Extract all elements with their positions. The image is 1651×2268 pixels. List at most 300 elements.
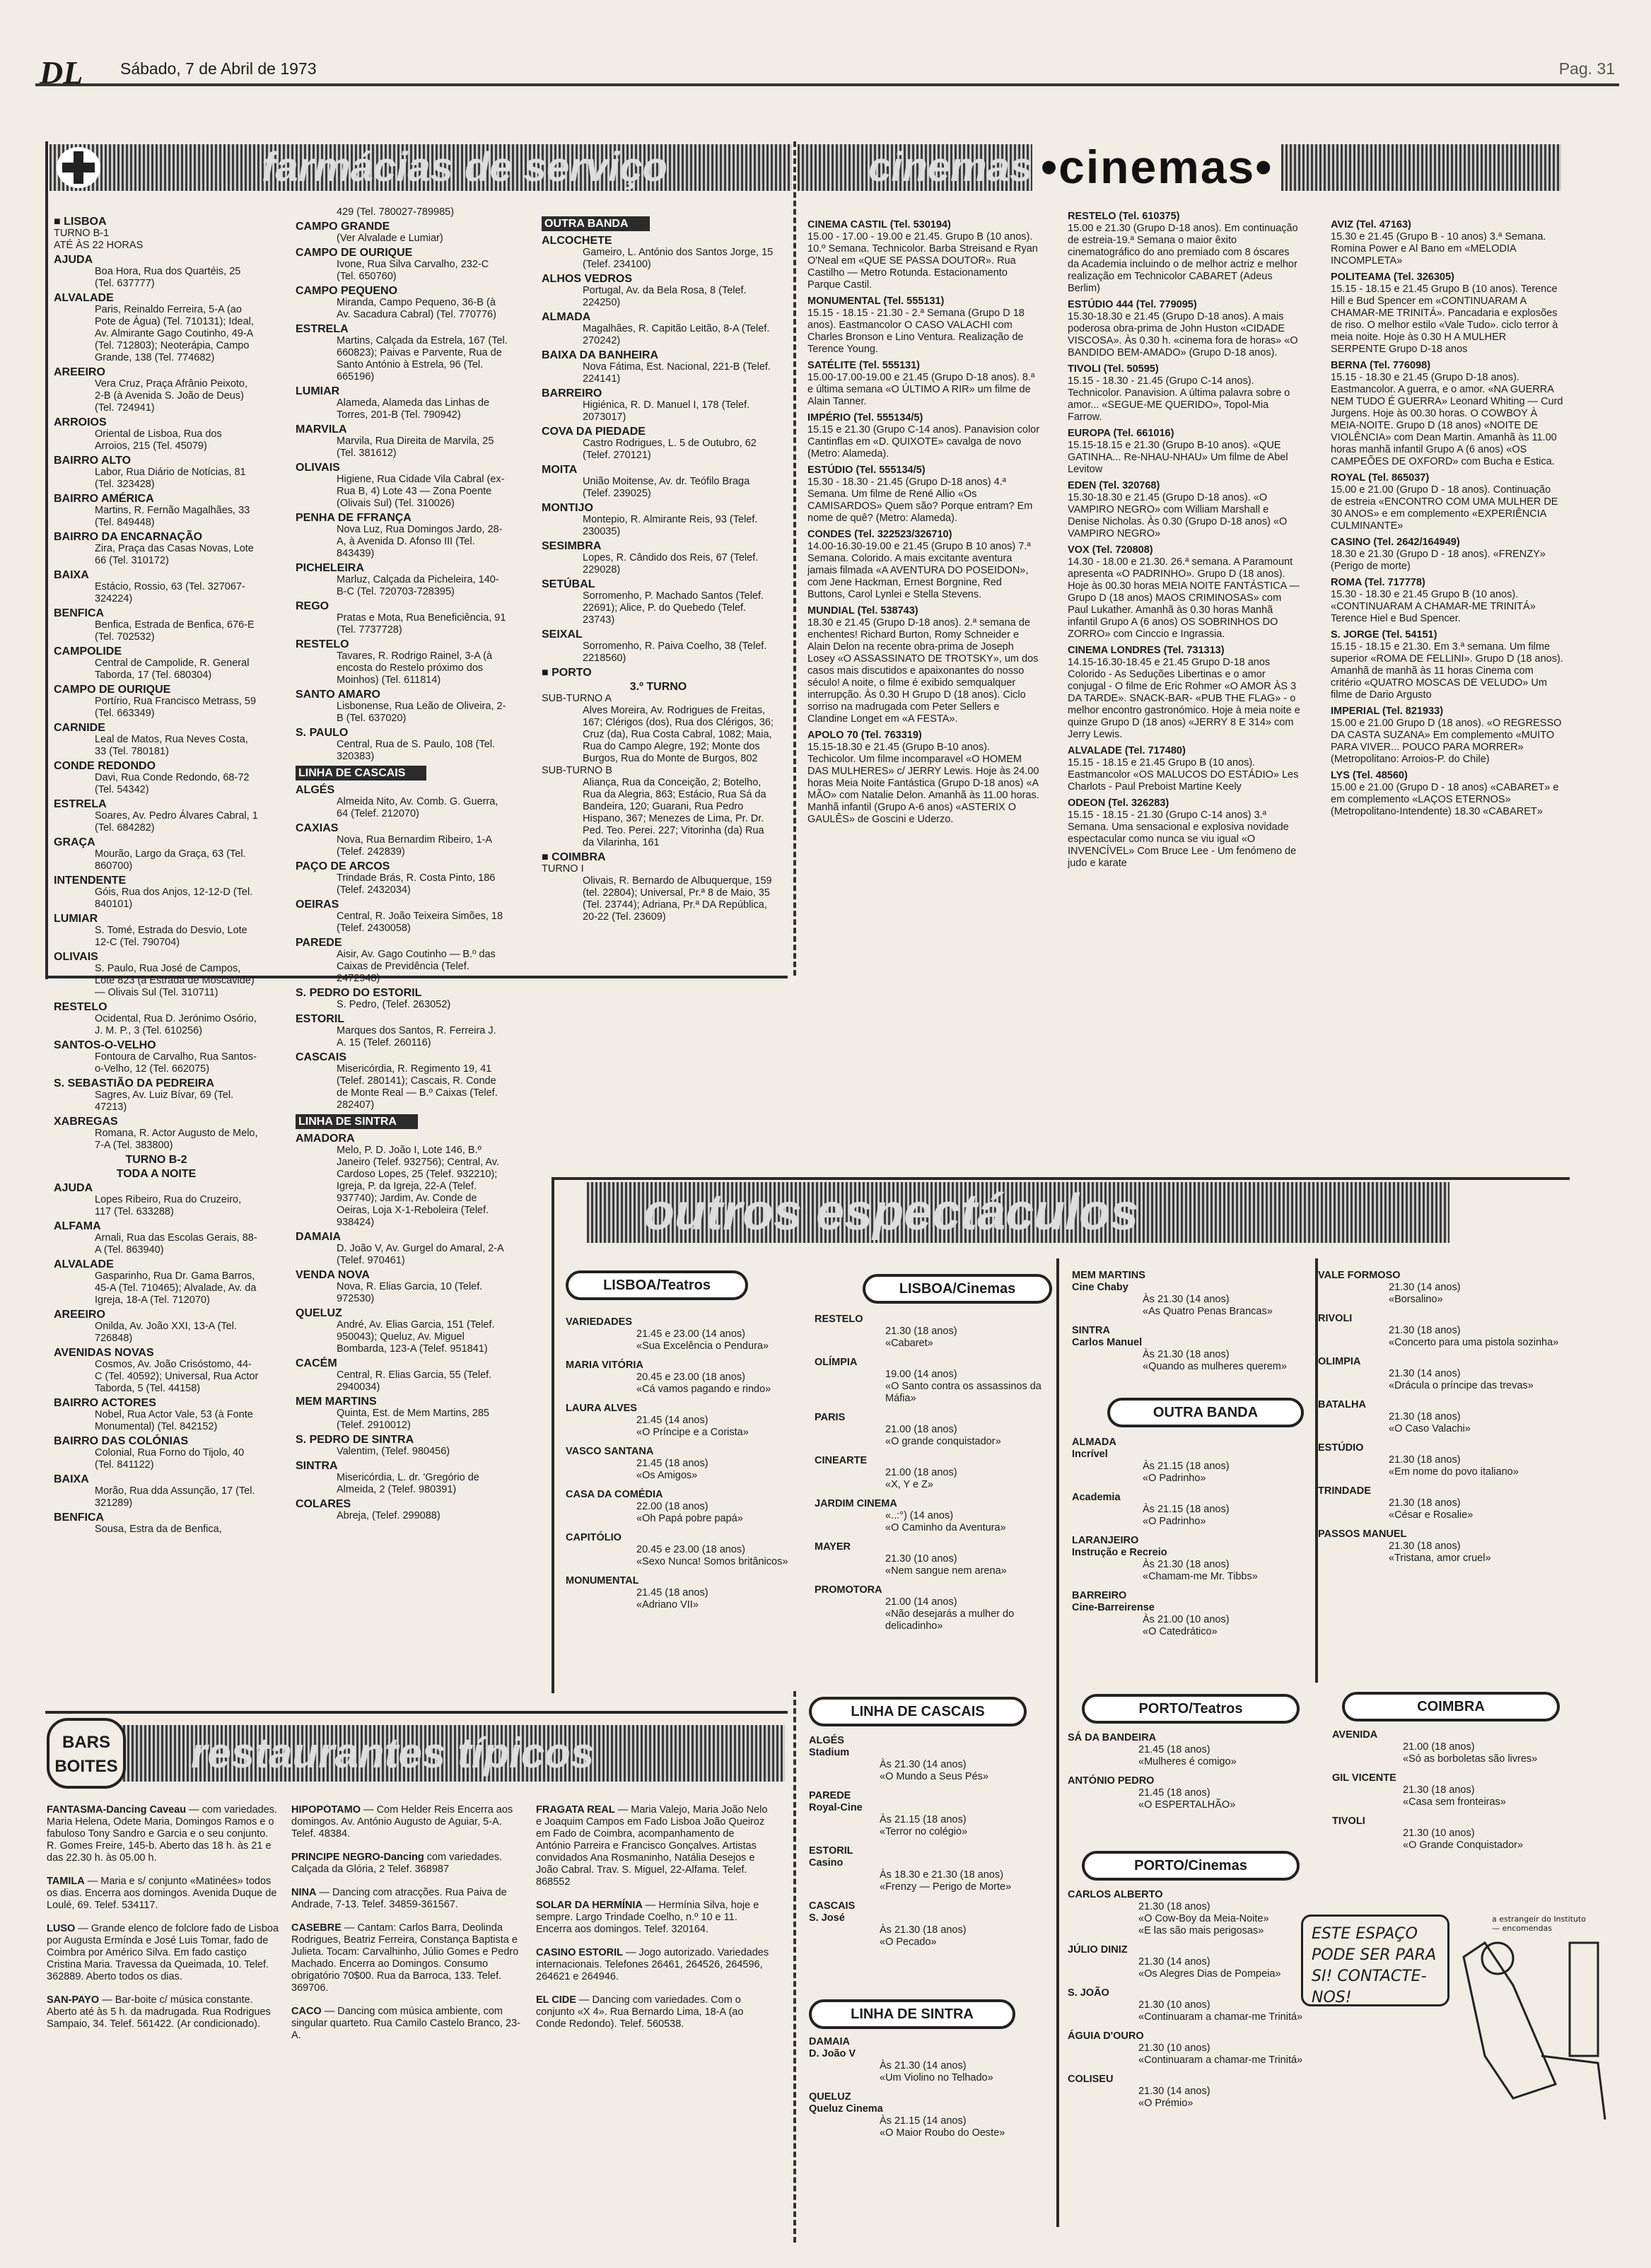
venue-name: JÚLIO DINIZ (1068, 1944, 1128, 1956)
pharmacy-entry: Lopes Ribeiro, Rua do Cruzeiro, 117 (Tel. 633288) (95, 1194, 242, 1217)
venue-detail: Às 21.00 (10 anos) (1143, 1614, 1230, 1625)
venue-listing (566, 1489, 799, 1525)
page-header (35, 54, 1619, 90)
district-heading: ESTORIL (296, 1013, 345, 1025)
venue-name: QUELUZ (809, 2091, 851, 2103)
district-heading: QUELUZ (296, 1307, 342, 1319)
pharmacy-entry: Misericórdia, R. Regimento 19, 41 (Telef. 280141); Cascais, R. Conde de Monte Real — B.º Caixas (Telef. 282407) (337, 1063, 498, 1111)
venue-detail: «Casa sem fronteiras» (1403, 1796, 1506, 1808)
bar-description: — Dancing com atracções. Rua Paiva de Andrade, 7-13. Telef. 34859-361567. (291, 1887, 507, 1910)
district-heading: ALHOS VEDROS (542, 273, 633, 285)
venue-detail: «O Pecado» (880, 1936, 937, 1948)
venue-detail: «As Quatro Penas Brancas» (1143, 1306, 1273, 1317)
venue-name: ESTORIL (809, 1845, 853, 1857)
venue-listing (809, 2091, 1042, 2139)
district-heading: RESTELO (296, 638, 349, 650)
venue-name: PROMOTORA (815, 1584, 882, 1596)
coimbra-header: COIMBRA (1342, 1692, 1560, 1722)
bar-description: — Maria Valejo, Maria João Nelo e Joaquim Campos em Fado Lisboa João Queiroz em Fado de Coimbra, acompanhamento de António Parreira e Francisco Gonçalves. Artistas convidados Ana Rosmaninho, Natália Desejos e João Cabral. Trav. S. Miguel, 22-Alfama. Telef. 868552 (536, 1804, 768, 1888)
bar-listing (536, 1994, 769, 2030)
cinemas-shadow-title: cinemas (868, 144, 1033, 190)
pharmacy-entry: Nova Luz, Rua Domingos Jardo, 28-A, à Avenida D. Afonso III (Tel. 843439) (337, 524, 503, 559)
venue-listing (1318, 1356, 1565, 1392)
venue-detail: «Os Amigos» (636, 1470, 698, 1481)
venue-detail: 21.45 (18 anos) (636, 1458, 708, 1469)
district-heading: SESIMBRA (542, 540, 602, 552)
venue-detail: 21.30 (18 anos) (1389, 1325, 1461, 1336)
divider-2 (793, 1691, 796, 2243)
pharmacy-entry: Nova, R. Elias Garcia, 10 (Telef. 972530) (337, 1281, 483, 1304)
venue-name: OLIMPIA (1318, 1356, 1361, 1367)
bar-name: NINA (291, 1887, 317, 1898)
pharmacies-title: farmácias de serviço (262, 144, 667, 190)
venue-name: TIVOLI (1332, 1816, 1365, 1827)
cinemas-title: •cinemas• (1032, 140, 1281, 194)
pharmacy-entry: Colonial, Rua Forno do Tijolo, 40 (Tel. 841122) (95, 1447, 245, 1471)
venue-name: MONUMENTAL (566, 1575, 639, 1586)
pharmacy-entry: Pratas e Mota, Rua Beneficiência, 91 (Tel. 7737728) (337, 612, 506, 636)
cinema-name: ESTÚDIO (Tel. 555134/5) (807, 464, 926, 476)
venue-detail: «O Padrinho» (1143, 1516, 1206, 1527)
bar-description: — Maria e s/ conjunto «Matinées» todos os dias. Encerra aos domingos. Avenida Duque de Loulé, 69. Telef. 534117. (47, 1876, 277, 1911)
pharmacy-entry: Olivais, R. Bernardo de Albuquerque, 159 (tel. 22804); Universal, Pr.ª 8 de Maio, 35 (Tel. 23744); Adriana, Pr.ª DA República, 20-22 (Tel. 23609) (583, 875, 772, 923)
porto-cinemas-header: PORTO/Cinemas (1082, 1851, 1300, 1881)
venue-listing (1072, 1590, 1319, 1638)
district-heading: AJUDA (54, 254, 93, 266)
venue-detail: 21.30 (18 anos) (885, 1326, 957, 1337)
cinema-showtimes: 18.30 e 21.30 (Grupo D - 18 anos). «FRENZY» (Perigo de morte) (1331, 549, 1546, 572)
district-heading: OEIRAS (296, 899, 339, 911)
district-heading: AREEIRO (54, 1309, 105, 1321)
cinema-showtimes: 15.15 - 18.15 e 21.45 Grupo B (10 anos). Eastmancolor «OS MALUCOS DO ESTÁDIO» Les Charlots - Paul Preboist Martine Keely (1068, 757, 1299, 793)
venue-detail: «O Grande Conquistador» (1403, 1840, 1524, 1851)
bars-column-1 (47, 1804, 280, 2243)
cinema-listing (807, 219, 1041, 291)
cinema-showtimes: 15.00 - 17.00 - 19.00 e 21.45. Grupo B (10 anos). 10.º Semana. Technicolor. Barba Streisand e Ryan O'Neal em «QUE SE PASSA DOUTOR». Rua Castilho — Metro Rotunda. Estacionamento Parque Castil. (807, 231, 1038, 291)
cinema-showtimes: 15.15 - 18.15 - 21.30 - 2.ª Semana (Grupo D 18 anos). Eastmancolor O CASO VALACHI com Charles Bronson e Lino Ventura. Realização de Terence Young. (807, 308, 1025, 355)
venue-detail: «E las são mais perigosas» (1138, 1925, 1264, 1936)
district-heading: VENDA NOVA (296, 1269, 370, 1281)
venue-listing (566, 1446, 799, 1482)
venue-detail: Às 21.15 (18 anos) (880, 1814, 967, 1825)
bar-listing (291, 1804, 525, 1840)
venue-listing (809, 1845, 1042, 1893)
cinema-listing (807, 412, 1041, 460)
venue-name: LAURA ALVES (566, 1403, 637, 1414)
pharmacy-entry: Soares, Av. Pedro Álvares Cabral, 1 (Tel. 684282) (95, 810, 258, 834)
venue-detail: «O Santo contra os assassinos da Máfia» (885, 1381, 1042, 1404)
district-heading: ■ COIMBRA (542, 851, 606, 863)
pharmacy-entry: Benfica, Estrada de Benfica, 676-E (Tel. 702532) (95, 619, 255, 643)
cinema-listing (1331, 472, 1564, 532)
shift-label: TURNO I (542, 863, 584, 875)
district-heading: CAMPO PEQUENO (296, 285, 398, 297)
venue-detail: «César e Rosalie» (1389, 1509, 1474, 1521)
pharmacy-entry: Zira, Praça das Casas Novas, Lote 66 (Tel. 310172) (95, 543, 254, 566)
bar-name: CASINO ESTORIL (536, 1947, 623, 1958)
bar-listing (47, 1923, 280, 1983)
venue-name: RESTELO (815, 1314, 863, 1325)
bar-name: FRAGATA REAL (536, 1804, 615, 1816)
bar-description: — com variedades. Maria Helena, Odete Maria, Domingos Ramos e o fabuloso Tony Sandro e Garcia e o seu conjunto. R. Gomes Freire, 145-b. Aberto das 18 h. às 21 e das 22.30 h. às 05.00 h. (47, 1804, 278, 1864)
pharmacy-entry: Romana, R. Actor Augusto de Melo, 7-A (Tel. 383800) (95, 1128, 258, 1151)
cinema-showtimes: 15.15-18.15 e 21.30 (Grupo B-10 anos). «QUE GATINHA... Re-NHAU-NHAU» Um filme de Abel Levitow (1068, 440, 1288, 475)
divider-3 (1056, 1258, 1059, 2227)
restaurants-title: restaurantes típicos (191, 1729, 595, 1777)
venue-detail: «Terror no colégio» (880, 1826, 968, 1837)
bar-name: SOLAR DA HERMÍNIA (536, 1900, 643, 1911)
venue-listing (566, 1403, 799, 1439)
cinema-listing (1068, 299, 1301, 359)
cinema-showtimes: 15.00 e 21.00 (Grupo D - 18 anos) «CABARET» e em complemento «LAÇOS ETERNOS» (Metropolitano-Intendente) 18.30 «CABARET» (1331, 782, 1559, 817)
pharmacy-entry: Mourão, Largo da Graça, 63 (Tel. 860700) (95, 848, 246, 872)
cinema-name: EDEN (Tel. 320768) (1068, 480, 1160, 491)
cinema-name: ROMA (Tel. 717778) (1331, 577, 1425, 588)
cinema-name: MONUMENTAL (Tel. 555131) (807, 296, 945, 307)
cinema-listing (1331, 219, 1564, 267)
page-number: Pag. 31 (1558, 59, 1615, 78)
venue-detail: 21.30 (14 anos) (1389, 1282, 1461, 1293)
district-heading: MEM MARTINS (296, 1396, 377, 1408)
venue-detail: «Frenzy — Perigo de Morte» (880, 1881, 1012, 1893)
cinemas-column-3 (1331, 219, 1564, 1167)
venue-listing (1072, 1492, 1319, 1528)
venue-listing (1318, 1399, 1565, 1435)
venue-detail: Às 18.30 e 21.30 (18 anos) (880, 1869, 1003, 1881)
venue-name: BARREIRO (1072, 1590, 1127, 1601)
venue-listing (566, 1360, 799, 1396)
venue-detail: 19.00 (14 anos) (885, 1369, 957, 1380)
venue-detail: 21.00 (18 anos) (885, 1467, 957, 1478)
cinema-listing (1068, 745, 1301, 793)
pharmacy-entry: Estácio, Rossio, 63 (Tel. 327067-324224) (95, 581, 245, 604)
venue-name: VASCO SANTANA (566, 1446, 654, 1457)
venue-hall: Cine-Barreirense (1072, 1602, 1155, 1613)
venue-detail: «Sua Excelência o Pendura» (636, 1340, 769, 1352)
pharmacy-entry: Marluz, Calçada da Picheleira, 140-B-C (Tel. 720703-728395) (337, 574, 499, 597)
district-heading: ESTRELA (54, 798, 107, 810)
bar-name: CACO (291, 2006, 322, 2017)
bar-listing (291, 1922, 525, 1994)
district-heading: CAMPO DE OURIQUE (54, 684, 171, 696)
cinemas-column-1 (807, 219, 1041, 1167)
pharmacy-entry: Vera Cruz, Praça Afrânio Peixoto, 2-B (à Avenida S. João de Deus) (Tel. 724941) (95, 378, 247, 414)
cinema-name: CASINO (Tel. 2642/164949) (1331, 537, 1460, 548)
cinema-listing (1331, 360, 1564, 468)
bar-description: — Dancing com música ambiente, com singular quarteto. Rua Camilo Castelo Branco, 23-A. (291, 2006, 520, 2041)
venue-detail: 21.30 (14 anos) (1138, 2086, 1210, 2097)
venue-listing (1068, 1944, 1308, 1980)
venue-listing (566, 1575, 799, 1611)
venue-name: GIL VICENTE (1332, 1772, 1396, 1784)
cinema-showtimes: 15.00-17.00-19.00 e 21.45 (Grupo D-18 anos). 8.ª e última semana «O ÚLTIMO A RIR» um filme de Alain Tanner. (807, 372, 1035, 407)
pharmacy-entry: Davi, Rua Conde Redondo, 68-72 (Tel. 54342) (95, 772, 250, 795)
cinema-showtimes: 15.30 - 18.30 e 21.45 Grupo B (10 anos). «CONTINUARAM A CHAMAR-ME TRINITÁ» Terence Hiel e Bud Spencer. (1331, 589, 1536, 624)
cinema-listing (1068, 211, 1301, 295)
pharmacy-entry: Leal de Matos, Rua Neves Costa, 33 (Tel. 780181) (95, 734, 248, 757)
venue-hall: Incrível (1072, 1449, 1108, 1460)
pharmacy-entry: Góis, Rua dos Anjos, 12-12-D (Tel. 840101) (95, 887, 253, 910)
venue-detail: 21.30 (10 anos) (1403, 1828, 1475, 1839)
venue-listing (809, 1735, 1042, 1783)
venue-detail: 21.30 (18 anos) (1138, 1901, 1210, 1912)
venue-detail: «Só as borboletas são livres» (1403, 1753, 1538, 1765)
district-heading: CAMPO GRANDE (296, 221, 390, 233)
district-heading: CASCAIS (296, 1051, 347, 1063)
venue-hall: Royal-Cine (809, 1802, 863, 1813)
venue-hall: Carlos Manuel (1072, 1337, 1143, 1348)
venue-detail: Às 21.30 (14 anos) (880, 1759, 967, 1770)
advertise-here-box (1301, 1915, 1612, 2127)
bar-name: LUSO (47, 1923, 76, 1934)
cinema-showtimes: 14.15-16.30-18.45 e 21.45 Grupo D-18 anos Colorido - As Seduções Libertinas e o amor conjugal - O filme de Eric Rohmer «O AMOR ÀS 3 DA TARDE». SNACK-BAR- «PUB THE FLAG» - o melhor encontro gastronómico. Hoje à meia noite e quinze Grupo D (18 anos) «JERRY 8 E 314» com Jerry Lewis. (1068, 657, 1300, 740)
pharmacy-entry: Morão, Rua dda Assunção, 17 (Tel. 321289) (95, 1485, 255, 1509)
pharmacy-entry: Aisir, Av. Gago Coutinho — B.º das Caixas de Previdência (Telef. 2472948) (337, 949, 496, 984)
divider-4 (1315, 1258, 1318, 1683)
district-heading: REGO (296, 600, 329, 612)
cinema-listing (1331, 706, 1564, 766)
venue-detail: Às 21.15 (18 anos) (1143, 1461, 1230, 1472)
bar-description: — Bar-boite c/ música constante. Aberto até às 5 h. da madrugada. Rua Rodrigues Sampaio, 34. Telef. 561422. (Ar condicionado). (47, 1994, 271, 2030)
venue-detail: «Os Alegres Dias de Pompeia» (1138, 1968, 1281, 1980)
lisboa-teatros-list (566, 1316, 799, 1698)
pharmacy-entry: Portugal, Av. da Bela Rosa, 8 (Telef. 224250) (583, 285, 747, 308)
district-heading: ALVALADE (54, 1258, 114, 1270)
venue-detail: «Um Violino no Telhado» (880, 2072, 993, 2083)
venue-detail: 22.00 (18 anos) (636, 1501, 708, 1512)
district-heading: BENFICA (54, 1512, 105, 1524)
district-heading: BAIRRO ACTORES (54, 1397, 156, 1409)
district-heading: CARNIDE (54, 722, 105, 734)
cinema-name: TIVOLI (Tel. 50595) (1068, 363, 1159, 375)
cinema-listing (1068, 645, 1301, 741)
venue-name: LARANJEIRO (1072, 1535, 1139, 1546)
district-heading: BAIRRO AMÉRICA (54, 493, 154, 505)
bar-description: com variedades. Calçada da Glória, 2 Telef. 368987 (291, 1852, 503, 1875)
bar-name: CASEBRE (291, 1922, 342, 1934)
cinema-name: MUNDIAL (Tel. 538743) (807, 605, 918, 616)
venue-name: MEM MARTINS (1072, 1270, 1145, 1281)
bars-column-3 (536, 1804, 769, 2243)
district-heading: ALFAMA (54, 1220, 101, 1232)
venue-detail: 21.30 (10 anos) (885, 1553, 957, 1565)
linha-cascais-list (809, 1735, 1042, 1997)
district-heading: CACÉM (296, 1357, 337, 1369)
pharmacy-entry: Boa Hora, Rua dos Quartéis, 25 (Tel. 637777) (95, 266, 241, 289)
newspaper-logo: DL (40, 54, 83, 90)
venue-listing (815, 1412, 1048, 1448)
venue-name: CINEARTE (815, 1455, 868, 1466)
coimbra-list (1332, 1729, 1573, 1913)
district-heading: PENHA DE FFRANÇA (296, 512, 412, 524)
pharmacy-entry: Ocidental, Rua D. Jerónimo Osório, J. M. P., 3 (Tel. 610256) (95, 1013, 257, 1036)
district-heading: AJUDA (54, 1182, 93, 1194)
venue-detail: «O Catedrático» (1143, 1626, 1218, 1637)
cinema-showtimes: 15.30 e 21.45 (Grupo B - 10 anos) 3.ª Semana. Romina Power e Al Bano em «MELODIA INCOMPLETA» (1331, 231, 1546, 267)
district-heading: COVA DA PIEDADE (542, 426, 646, 438)
pharmacy-entry: S. Tomé, Estrada do Desvio, Lote 12-C (Tel. 790704) (95, 925, 247, 948)
venue-hall: Stadium (809, 1747, 850, 1758)
district-heading: SANTO AMARO (296, 689, 380, 701)
pharmacy-entry: Central, R. João Teixeira Simões, 18 (Telef. 2430058) (337, 911, 503, 934)
district-heading: CAMPOLIDE (54, 645, 122, 657)
venue-name: CAPITÓLIO (566, 1532, 622, 1543)
venue-detail: «Sexo Nunca! Somos britânicos» (636, 1556, 788, 1567)
pharmacy-entry: Onilda, Av. João XXI, 13-A (Tel. 726848) (95, 1321, 237, 1344)
shift-label: TURNO B-1 (54, 228, 110, 239)
cinema-listing (1068, 480, 1301, 540)
outros-frame-top (552, 1177, 1570, 1180)
cinema-name: ROYAL (Tel. 865037) (1331, 472, 1430, 484)
district-heading: SANTOS-O-VELHO (54, 1039, 156, 1051)
venue-detail: «Em nome do povo italiano» (1389, 1466, 1519, 1478)
pharmacy-entry: Lopes, R. Cândido dos Reis, 67 (Telef. 229028) (583, 552, 759, 575)
district-heading: XABREGAS (54, 1116, 118, 1128)
venue-detail: 20.45 e 23.00 (18 anos) (636, 1544, 745, 1555)
cinema-name: RESTELO (Tel. 610375) (1068, 211, 1180, 222)
cinema-showtimes: 15.15 - 18.30 e 21.45 (Grupo D-18 anos). Eastmancolor. A guerra, e o amor. «NA GUERRA NEM TUDO É GUERRA» Leonard Whiting — Curd Jurgens. Hoje às 00.30 horas. O COWBOY À MEIA-NOITE. Grupo D (18 anos) «NOITE DE VIOLÊNCIA» com Dean Martin. Amanhã às 11.00 horas manhã infantil Grupo A (6 anos) «OS CAMPEÕES DE OXFORD» com Bucha e Estica. (1331, 372, 1563, 467)
cinema-name: POLITEAMA (Tel. 326305) (1331, 271, 1454, 283)
venue-name: ESTÚDIO (1318, 1442, 1364, 1454)
region-heading: LINHA DE CASCAIS (296, 766, 426, 781)
cinema-showtimes: 14.00-16.30-19.00 e 21.45 (Grupo B 10 anos) 7.ª Semana. Colorido. A mais excitante aventura jamais filmada «A AVENTURA DO POSEIDON», com Jene Hackman, Ernest Borgnine, Red Buttons, Carol Lynlei e Stella Stevens. (807, 541, 1031, 600)
linha-sintra-list (809, 2036, 1042, 2213)
venue-detail: 21.30 (10 anos) (1138, 2042, 1210, 2054)
pharmacy-entry: Melo, P. D. João I, Lote 146, B.º Janeiro (Telef. 932756); Central, Av. Cardoso Lopes, 25 (Telef. 932210); Igreja, P. da Igreja, 22-A (Telef. 937740); Jardim, Av. Conde de Oeiras, Loja X-1-Reboleira (Telef. 938424) (337, 1145, 499, 1228)
shift-heading: TURNO B-2 (125, 1154, 187, 1166)
venue-name: PASSOS MANUEL (1318, 1528, 1407, 1540)
venue-detail: Às 21.30 (14 anos) (1143, 1294, 1230, 1305)
cinema-showtimes: 15.00 e 21.00 (Grupo D - 18 anos). Continuação de estreia «ENCONTRO COM UMA MULHER DE 30 ANOS» e em complemento «EXPERIÊNCIA CULMINANTE» (1331, 484, 1558, 532)
pharmacy-entry: 429 (Tel. 780027-789985) (337, 206, 455, 218)
pharmacy-entry: Marques dos Santos, R. Ferreira J. A. 15 (Telef. 260116) (337, 1025, 496, 1048)
pharmacy-entry: D. João V, Av. Gurgel do Amaral, 2-A (Telef. 970461) (337, 1243, 503, 1266)
venue-detail: «Concerto para uma pistola sozinha» (1389, 1337, 1559, 1348)
venue-name: BATALHA (1318, 1399, 1366, 1410)
bar-description: — Dancing com variedades. Com o conjunto «X 4». Rua Bernardo Lima, 18-A (ao Conde Redondo). Telef. 560538. (536, 1994, 744, 2030)
cinema-showtimes: 15.30-18.30 e 21.45 (Grupo D-18 anos). A mais poderosa obra-prima de John Huston «CIDADE VISCOSA». Às 0.30 h. «cinema fora de horas» «O BANDIDO BEM-AMADO» (Grupo D-18 anos). (1068, 311, 1298, 358)
bar-listing (291, 2006, 525, 2042)
venue-listing (1332, 1729, 1573, 1765)
cinema-listing (807, 296, 1041, 356)
venue-hall: Casino (809, 1857, 844, 1869)
pharmacy-entry: Portírio, Rua Francisco Metrass, 59 (Tel. 663349) (95, 696, 257, 719)
district-heading: DAMAIA (296, 1231, 341, 1243)
venue-detail: 21.30 (14 anos) (1389, 1368, 1461, 1379)
cinema-listing (807, 360, 1041, 408)
district-heading: BARREIRO (542, 387, 602, 399)
venue-detail: «Quando as mulheres querem» (1143, 1361, 1287, 1372)
bar-description: — Hermínia Silva, hoje e sempre. Largo Trindade Coelho, n.º 10 e 11. Encerra aos domingos. Telef. 320164. (536, 1900, 759, 1935)
lisboa-teatros-header: LISBOA/Teatros (566, 1270, 748, 1300)
venue-listing (815, 1584, 1048, 1632)
venue-name: AVENIDA (1332, 1729, 1378, 1741)
pharmacy-entry: Abreja, (Telef. 299088) (337, 1510, 441, 1521)
shift-heading: TODA A NOITE (116, 1168, 197, 1180)
venue-hall: S. José (809, 1912, 845, 1924)
district-heading: SINTRA (296, 1460, 338, 1472)
pharmacy-entry: Tavares, R. Rodrigo Rainel, 3-A (à encosta do Restelo próximo dos Moinhos) (Tel. 611814) (337, 650, 493, 686)
venue-detail: 21.30 (18 anos) (1389, 1411, 1461, 1422)
shift-label: ATÉ ÀS 22 HORAS (54, 240, 144, 251)
venue-detail: «..:°) (14 anos) (885, 1510, 954, 1521)
district-heading: GRAÇA (54, 836, 95, 848)
venue-detail: 21.45 (18 anos) (1138, 1787, 1210, 1799)
bar-name: TAMILA (47, 1876, 85, 1887)
ad-illustration (1301, 1915, 1612, 2127)
cinema-name: VOX (Tel. 720808) (1068, 544, 1153, 556)
cinema-listing (1068, 363, 1301, 423)
cinema-showtimes: 15.15 e 21.30 (Grupo C-14 anos). Panavision color Cantinflas em «D. QUIXOTE» cavalga de novo (Metro: Alameda). (807, 424, 1040, 460)
outros-banner (587, 1182, 1449, 1243)
pharmacy-entry: Central, Rua de S. Paulo, 108 (Tel. 320383) (337, 739, 496, 762)
venue-detail: «Nem sangue nem arena» (885, 1565, 1007, 1577)
other-cinemas-list (1072, 1270, 1319, 1397)
cinema-name: S. JORGE (Tel. 54151) (1331, 629, 1437, 641)
venue-listing (1068, 2030, 1308, 2067)
venue-detail: «O Prémio» (1138, 2098, 1194, 2109)
venue-detail: «Cá vamos pagando e rindo» (636, 1384, 771, 1395)
district-heading: ALGÉS (296, 784, 335, 796)
venue-detail: «O Mundo a Seus Pés» (880, 1771, 988, 1782)
pharmacy-entry: Quinta, Est. de Mem Martins, 285 (Telef. 2910012) (337, 1408, 489, 1431)
pharmacy-entry: Magalhães, R. Capitão Leitão, 8-A (Telef. 270242) (583, 323, 770, 346)
venue-detail: «Tristana, amor cruel» (1389, 1553, 1491, 1564)
district-heading: ALVALADE (54, 292, 114, 304)
venue-name: SÁ DA BANDEIRA (1068, 1732, 1157, 1743)
cinema-listing (1068, 797, 1301, 870)
cinema-name: CINEMA CASTIL (Tel. 530194) (807, 219, 951, 230)
venue-listing (1332, 1816, 1573, 1852)
porto-teatros-header: PORTO/Teatros (1082, 1694, 1300, 1724)
ad-speech-bubble: ESTE ESPAÇO PODE SER PARA SI! CONTACTE-NOS! (1301, 1915, 1449, 2006)
bar-name: EL CIDE (536, 1994, 576, 2006)
district-heading: LUMIAR (296, 385, 340, 397)
pharmacy-entry: Marvila, Rua Direita de Marvila, 25 (Tel. 381612) (337, 436, 494, 459)
venue-detail: «O grande conquistador» (885, 1436, 1001, 1447)
venue-detail: «Continuaram a chamar-me Trinitá» (1138, 2054, 1303, 2066)
venue-listing (1318, 1270, 1565, 1306)
venue-detail: 20.45 e 23.00 (18 anos) (636, 1372, 745, 1383)
venue-detail: Às 21.30 (18 anos) (880, 1924, 967, 1936)
bar-description: — Jogo autorizado. Variedades internacionais. Telefones 26461, 264526, 264596, 264621 e 264946. (536, 1947, 769, 1982)
bar-name: SAN-PAYO (47, 1994, 100, 2006)
pharmacy-entry: Central de Campolide, R. General Taborda, 17 (Tel. 680304) (95, 657, 250, 681)
venue-name: PAREDE (809, 1790, 851, 1801)
pharmacy-entry: Nova Fátima, Est. Nacional, 221-B (Telef. 224141) (583, 361, 771, 385)
shift-label: SUB-TURNO A (542, 693, 612, 704)
district-heading: ALMADA (542, 311, 591, 323)
pharmacy-entry: André, Av. Elias Garcia, 151 (Telef. 950043); Queluz, Av. Miguel Bombarda, 123-A (Telef. 951841) (337, 1319, 495, 1355)
district-heading: MARVILA (296, 423, 347, 436)
bar-listing (47, 1994, 280, 2030)
venue-listing (1318, 1442, 1565, 1478)
district-heading: RESTELO (54, 1001, 107, 1013)
venue-name: MARIA VITÓRIA (566, 1360, 643, 1371)
district-heading: BAIRRO DAS COLÓNIAS (54, 1435, 189, 1447)
venue-listing (1072, 1535, 1319, 1583)
venue-listing (1068, 1889, 1308, 1937)
venue-detail: «Oh Papá pobre papá» (636, 1513, 743, 1524)
linha-cascais-header: LINHA DE CASCAIS (809, 1697, 1027, 1726)
district-heading: CONDE REDONDO (54, 760, 156, 772)
venue-name: DAMAIA (809, 2036, 850, 2047)
district-heading: COLARES (296, 1498, 351, 1510)
pharmacy-entry: Oriental de Lisboa, Rua dos Arroios, 215 (Tel. 45079) (95, 428, 222, 452)
bars-frame-top (45, 1711, 788, 1714)
district-heading: S. PEDRO DO ESTORIL (296, 987, 422, 999)
venue-hall: Instrução e Recreio (1072, 1547, 1167, 1558)
